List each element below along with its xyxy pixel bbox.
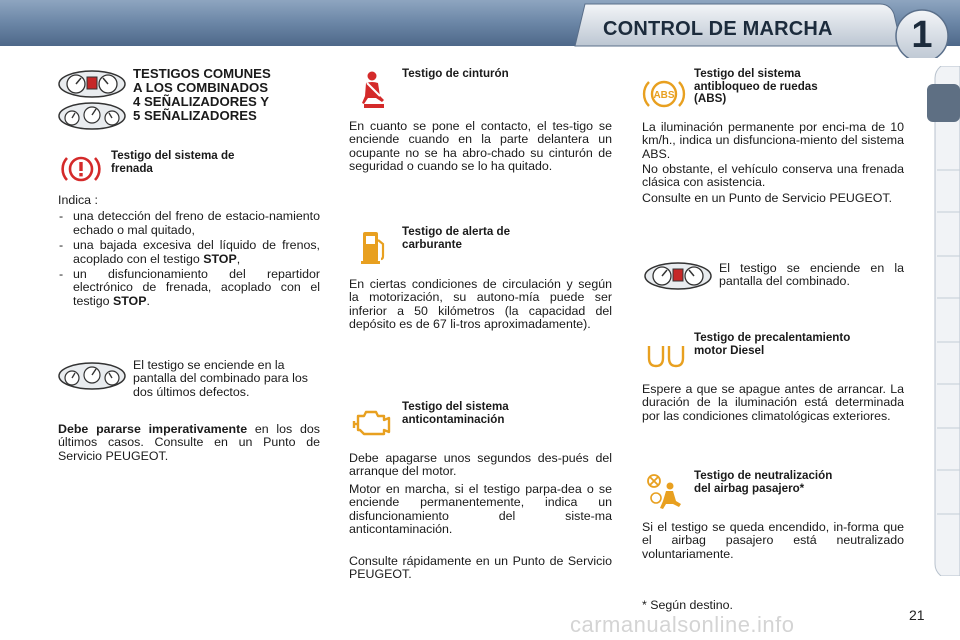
list-item: - un disfuncionamiento del repartidor electrónico de frenada, acoplado con el testigo STOP.: [58, 268, 320, 308]
antipollution-body-1: Debe apagarse unos segundos des-pués del arranque del motor.: [349, 451, 612, 479]
instrument-cluster-icon: [58, 102, 126, 130]
antipollution-title-line: Testigo del sistema: [402, 400, 509, 413]
main-title-line: A LOS COMBINADOS: [133, 80, 269, 95]
brake-combined-note: El testigo se enciende en la pantalla del combinado para los dos últimos defectos.: [133, 358, 308, 399]
instrument-cluster-icon: [58, 362, 126, 390]
brake-title: [111, 150, 301, 175]
abs-title-line: antibloqueo de ruedas: [694, 79, 818, 93]
main-title-line: 5 SEÑALIZADORES: [133, 108, 257, 123]
abs-body-2: No obstante, el vehículo conserva una frenada clásica con asistencia.: [642, 162, 904, 190]
list-item: - una detección del freno de estacio-namiento echado o mal quitado,: [58, 210, 320, 237]
seatbelt-body: En cuanto se pone el contacto, el tes-tigo se enciende cuando en la parte delantera un ocupante no se ha abro-chado su cinturón de seguridad o cuando se lo ha quitado.: [349, 119, 612, 174]
glow-plug-icon: [646, 344, 686, 368]
fuel-title: [402, 226, 602, 251]
fuel-body: En ciertas condiciones de circulación y según la motorización, su autono-mía puede ser inferior a 50 kilómetros (la capacidad del depósito es de 67 li-tros aproximadamente).: [349, 277, 612, 332]
antipollution-body-2: Motor en marcha, si el testigo parpa-dea o se enciende permanentemente, indica un disfuncionamiento del siste-ma anticontaminación.: [349, 482, 612, 537]
brake-stop-note: Debe pararse imperativamente en los dos últimos casos. Consulte en un Punto de Servicio PEUGEOT.: [58, 422, 320, 463]
diesel-body: Espere a que se apague antes de arrancar. La duración de la iluminación está determinada por las condiciones climatológicas exteriores.: [642, 382, 904, 423]
page-number: 21: [909, 607, 925, 623]
abs-title-line: (ABS): [694, 92, 727, 106]
abs-title-line: Testigo del sistema: [694, 67, 801, 80]
abs-body-1: La iluminación permanente por enci-ma de 10 km/h., indica un disfunciona-miento del sistema ABS.: [642, 120, 904, 161]
main-title-line: 4 SEÑALIZADORES Y: [133, 94, 270, 109]
fuel-pump-icon: [360, 228, 388, 266]
antipollution-title: [402, 401, 602, 426]
brake-indica: Indica :: [58, 193, 98, 207]
airbag-body: Si el testigo se queda encendido, in-forma que el airbag pasajero está neutralizado voluntariamente.: [642, 520, 904, 561]
airbag-title-line: del airbag pasajero*: [694, 481, 805, 495]
abs-icon: [642, 76, 686, 112]
engine-icon: [352, 404, 394, 440]
airbag-title-line: Testigo de neutralización: [694, 469, 833, 482]
diesel-title-line: motor Diesel: [694, 343, 765, 357]
abs-combined-note: El testigo se enciende en la pantalla del combinado.: [719, 261, 904, 289]
chapter-tabs: [927, 66, 960, 576]
brake-body: [58, 194, 320, 308]
abs-title: [694, 68, 894, 106]
instrument-cluster-icon: [644, 262, 712, 290]
brake-warning-icon: [60, 152, 102, 186]
airbag-title: [694, 470, 904, 495]
fuel-title-line: carburante: [402, 237, 462, 251]
svg-text:ABS: ABS: [653, 90, 675, 101]
brake-title-line: Testigo del sistema de: [111, 149, 235, 162]
page-title: CONTROL DE MARCHA: [603, 18, 833, 40]
brake-title-line: frenada: [111, 161, 153, 175]
antipollution-title-line: anticontaminación: [402, 412, 505, 426]
fuel-title-line: Testigo de alerta de: [402, 225, 511, 238]
diesel-title-line: Testigo de precalentamiento: [694, 331, 851, 344]
list-item: - una bajada excesiva del líquido de frenos, acoplado con el testigo STOP,: [58, 239, 320, 266]
brake-list: [58, 210, 320, 308]
watermark: carmanualsonline.info: [570, 612, 795, 637]
seatbelt-title: Testigo de cinturón: [402, 67, 509, 80]
chapter-number: 1: [911, 14, 933, 56]
footnote: * Según destino.: [642, 598, 733, 612]
antipollution-body-3: Consulte rápidamente en un Punto de Servicio PEUGEOT.: [349, 554, 612, 582]
abs-body-3: Consulte en un Punto de Servicio PEUGEOT.: [642, 191, 893, 205]
section-main-title: [133, 67, 323, 123]
main-title-line: TESTIGOS COMUNES: [133, 66, 271, 81]
instrument-cluster-icon: [58, 70, 126, 98]
diesel-title: [694, 332, 904, 357]
page-header: [0, 0, 960, 58]
airbag-off-icon: [646, 474, 686, 512]
seatbelt-icon: [358, 70, 390, 110]
